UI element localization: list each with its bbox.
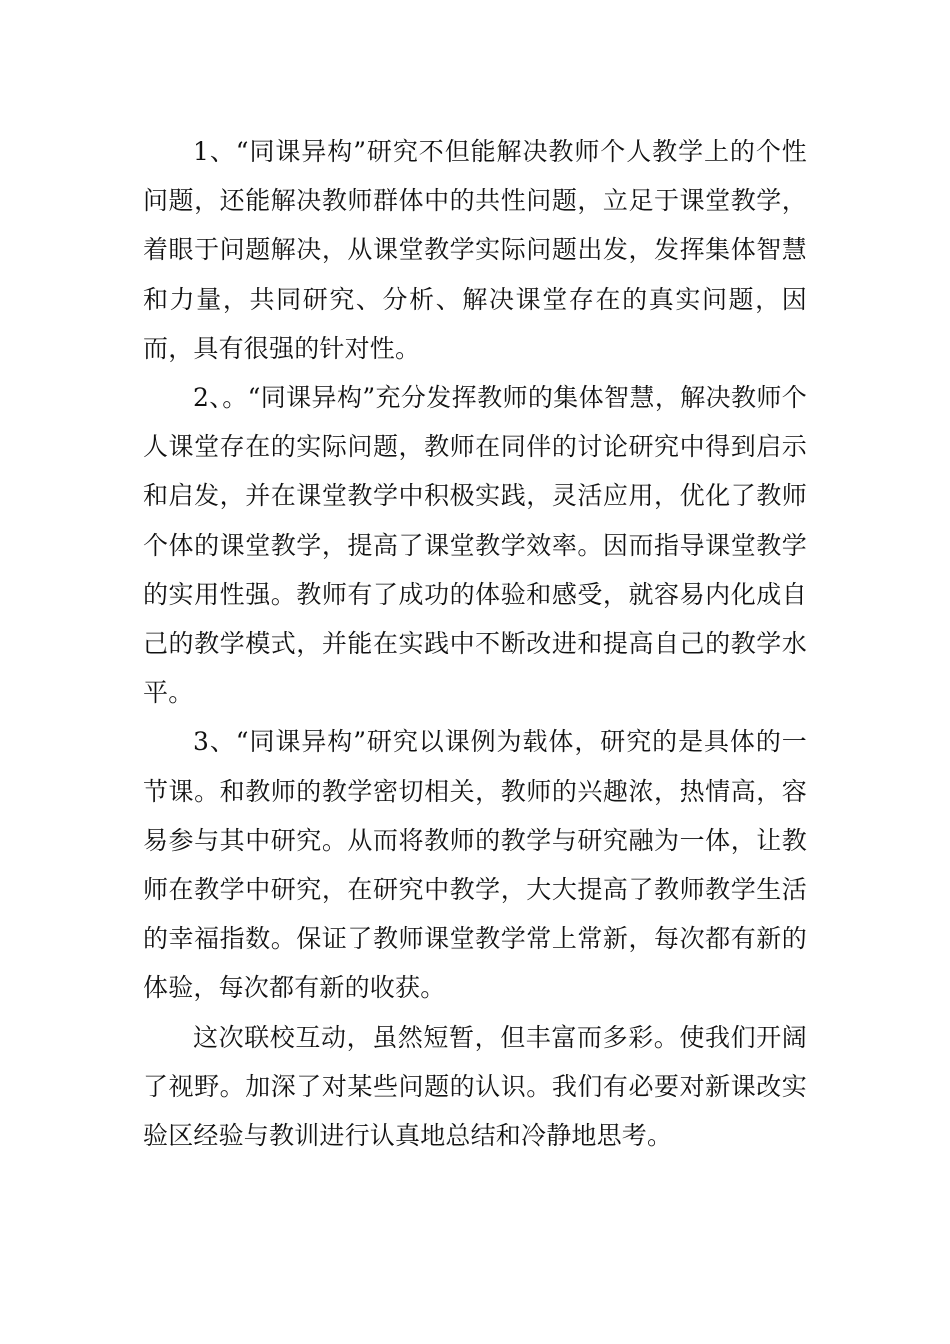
paragraph-point-3: 3、“同课异构”研究以课例为载体，研究的是具体的一节课。和教师的教学密切相关，教师的兴趣浓，热情高，容易参与其中研究。从而将教师的教学与研究融为一体，让教师在教学中研究，在研究中教学，大大提高了教师教学生活的幸福指数。保证了教师课堂教学常上常新，每次都有新的体验，每次都有新的收获。 — [143, 727, 807, 1003]
paragraph-conclusion: 这次联校互动，虽然短暂，但丰富而多彩。使我们开阔了视野。加深了对某些问题的认识。我们有必要对新课改实验区经验与教训进行认真地总结和冷静地思考。 — [143, 1022, 807, 1151]
paragraph-point-2: 2、。“同课异构”充分发挥教师的集体智慧，解决教师个人课堂存在的实际问题，教师在同伴的讨论研究中得到启示和启发，并在课堂教学中积极实践，灵活应用，优化了教师个体的课堂教学，提高了课堂教学效率。因而指导课堂教学的实用性强。教师有了成功的体验和感受，就容易内化成自己的教学模式，并能在实践中不断改进和提高自己的教学水平。 — [143, 383, 807, 708]
paragraph-point-1: 1、“同课异构”研究不但能解决教师个人教学上的个性问题，还能解决教师群体中的共性问题，立足于课堂教学，着眼于问题解决，从课堂教学实际问题出发，发挥集体智慧和力量，共同研究、分析、解决课堂存在的真实问题，因而，具有很强的针对性。 — [143, 137, 807, 363]
document-body — [143, 127, 807, 1160]
